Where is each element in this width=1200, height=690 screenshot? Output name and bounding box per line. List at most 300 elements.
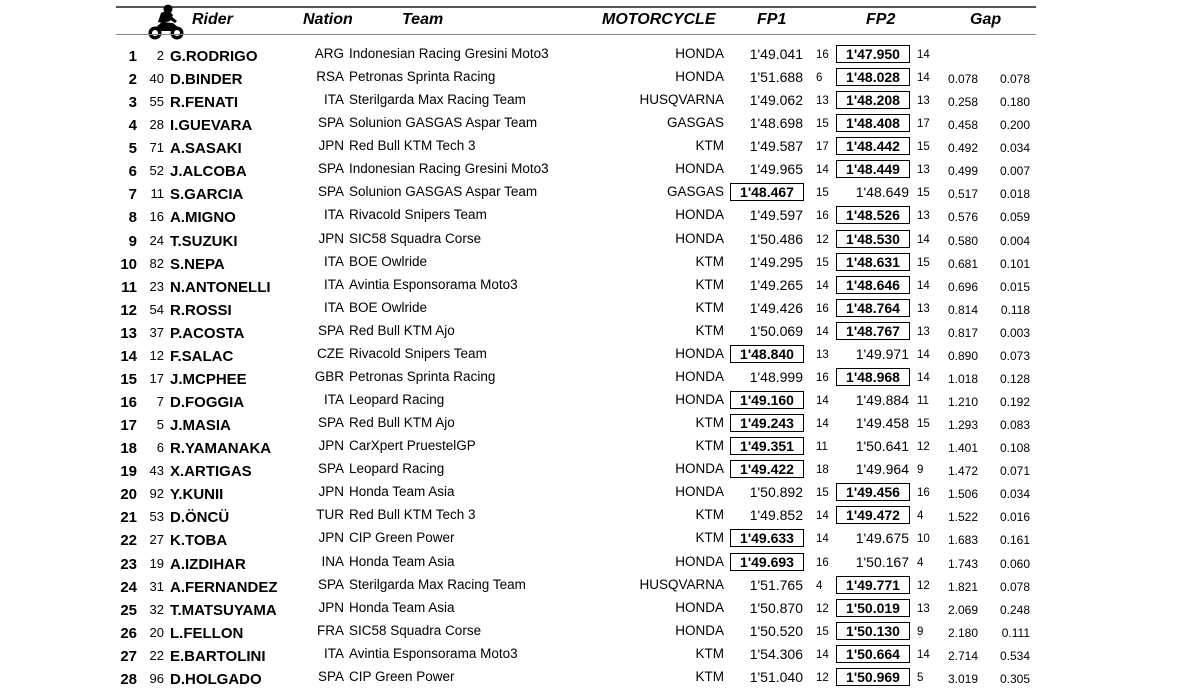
rider-number-cell: 22 — [149, 647, 164, 663]
fp2-lap-cell: 15 — [917, 141, 930, 154]
fp1-lap-cell: 15 — [816, 118, 829, 131]
rider-number-cell: 82 — [149, 255, 164, 271]
rider-number-cell: 17 — [149, 370, 164, 386]
rider-number-cell: 43 — [149, 463, 164, 479]
motorcycle-cell: HONDA — [675, 46, 724, 61]
rider-name-cell: A.MIGNO — [170, 209, 236, 227]
fp2-lap-cell: 14 — [917, 233, 930, 246]
gap-first-cell: 0.258 — [947, 95, 978, 110]
team-cell: Rivacold Snipers Team — [349, 345, 487, 361]
fp1-lap-cell: 14 — [816, 510, 829, 523]
gap-previous-cell: 0.083 — [999, 418, 1030, 433]
motorcycle-cell: HONDA — [675, 461, 724, 477]
fp1-lap-cell: 17 — [816, 141, 829, 154]
gap-previous-cell: 0.078 — [999, 72, 1030, 87]
rider-name-cell: A.FERNANDEZ — [170, 578, 278, 596]
motorcycle-cell: KTM — [695, 276, 724, 292]
motorcycle-cell: KTM — [695, 299, 724, 315]
motorcycle-cell: GASGAS — [666, 184, 724, 200]
rider-name-cell: R.FENATI — [170, 94, 239, 112]
gap-previous-cell: 0.161 — [999, 533, 1030, 548]
fp2-lap-cell: 13 — [917, 95, 930, 108]
position-cell: 18 — [120, 440, 137, 458]
nation-cell: JPN — [318, 138, 344, 154]
rider-number-cell: 54 — [149, 301, 164, 317]
rider-number-cell: 23 — [149, 278, 164, 294]
fp1-lap-cell: 14 — [816, 395, 829, 408]
nation-cell: ITA — [324, 253, 344, 269]
fp1-time-cell: 1'50.870 — [749, 599, 803, 616]
rider-number-cell: 24 — [149, 232, 164, 248]
fp2-time-cell: 1'48.028 — [836, 68, 910, 86]
gap-first-cell: 0.814 — [947, 302, 978, 317]
fp2-lap-cell: 13 — [917, 164, 930, 177]
motorcycle-cell: KTM — [695, 322, 724, 338]
rider-number-cell: 12 — [149, 347, 164, 363]
table-row — [0, 643, 1200, 666]
fp2-lap-cell: 14 — [917, 72, 930, 85]
team-cell: Solunion GASGAS Aspar Team — [349, 115, 538, 131]
motorcycle-cell: HONDA — [675, 484, 724, 500]
rider-number-cell: 7 — [156, 394, 164, 410]
position-cell: 13 — [120, 324, 137, 342]
fp2-time-cell: 1'48.208 — [836, 91, 910, 109]
team-cell: BOE Owlride — [349, 253, 428, 269]
team-cell: Sterilgarda Max Racing Team — [349, 92, 526, 108]
position-cell: 7 — [128, 186, 137, 204]
gap-previous-cell: 0.004 — [999, 233, 1030, 248]
rider-name-cell: J.MASIA — [170, 417, 231, 435]
fp2-time-cell: 1'49.884 — [855, 392, 909, 409]
motorcycle-cell: HONDA — [675, 622, 724, 638]
gap-previous-cell: 0.118 — [1000, 302, 1030, 317]
nation-cell: CZE — [317, 345, 344, 361]
position-cell: 2 — [128, 71, 137, 89]
gap-previous-cell: 0.007 — [999, 164, 1030, 179]
position-cell: 10 — [120, 255, 137, 273]
nation-cell: JPN — [318, 438, 344, 454]
fp1-lap-cell: 14 — [816, 533, 829, 546]
motorcycle-cell: HONDA — [675, 599, 724, 615]
rider-name-cell: J.MCPHEE — [170, 370, 247, 388]
gap-previous-cell: 0.018 — [999, 187, 1030, 202]
position-cell: 9 — [128, 232, 137, 250]
position-cell: 21 — [120, 509, 137, 527]
rider-number-cell: 6 — [156, 440, 164, 456]
fp2-time-cell: 1'48.968 — [836, 368, 910, 386]
fp2-time-cell: 1'50.641 — [855, 438, 909, 455]
table-row — [0, 504, 1200, 527]
table-row — [0, 597, 1200, 620]
team-cell: Petronas Sprinta Racing — [349, 368, 496, 384]
table-row — [0, 320, 1200, 343]
fp2-time-cell: 1'49.456 — [836, 483, 910, 501]
table-row — [0, 66, 1200, 89]
team-cell: Leopard Racing — [349, 461, 445, 477]
fp2-time-cell: 1'48.449 — [836, 160, 910, 178]
fp1-time-cell: 1'49.597 — [749, 207, 803, 224]
fp2-lap-cell: 13 — [917, 325, 930, 338]
rider-name-cell: S.NEPA — [170, 255, 225, 273]
motorcycle-cell: HUSQVARNA — [639, 92, 724, 108]
fp1-time-cell: 1'48.698 — [749, 115, 803, 132]
position-cell: 8 — [128, 209, 137, 227]
gap-previous-cell: 0.073 — [999, 348, 1030, 363]
table-row — [0, 481, 1200, 504]
position-cell: 23 — [120, 555, 137, 573]
header-nation: Nation — [303, 11, 353, 28]
motorcycle-cell: KTM — [695, 645, 724, 661]
motorcycle-cell: HONDA — [675, 392, 724, 408]
motorcycle-cell: HONDA — [675, 345, 724, 361]
fp1-time-cell: 1'48.840 — [730, 345, 804, 363]
fp2-lap-cell: 14 — [917, 348, 930, 361]
gap-first-cell: 1.821 — [947, 579, 978, 594]
nation-cell: JPN — [318, 484, 344, 500]
team-cell: Leopard Racing — [349, 392, 445, 408]
fp1-time-cell: 1'48.467 — [730, 183, 804, 201]
gap-first-cell: 1.506 — [947, 487, 978, 502]
nation-cell: ITA — [324, 299, 344, 315]
team-cell: Honda Team Asia — [349, 484, 455, 500]
fp2-lap-cell: 14 — [917, 49, 930, 61]
nation-cell: SPA — [317, 415, 344, 431]
fp2-time-cell: 1'50.167 — [855, 553, 909, 570]
fp2-time-cell: 1'50.130 — [836, 622, 910, 640]
fp2-time-cell: 1'48.764 — [836, 299, 910, 317]
gap-previous-cell: 0.128 — [999, 371, 1030, 386]
nation-cell: SPA — [317, 461, 344, 477]
fp2-lap-cell: 9 — [917, 625, 924, 638]
fp1-lap-cell: 14 — [816, 325, 829, 338]
rider-name-cell: G.RODRIGO — [170, 48, 258, 65]
table-row — [0, 112, 1200, 135]
gap-previous-cell: 0.015 — [999, 279, 1030, 294]
fp1-time-cell: 1'48.999 — [749, 368, 803, 385]
table-row — [0, 666, 1200, 689]
nation-cell: JPN — [318, 599, 344, 615]
fp1-time-cell: 1'50.892 — [749, 484, 803, 501]
team-cell: SIC58 Squadra Corse — [349, 230, 482, 246]
motorcycle-cell: KTM — [695, 507, 724, 523]
team-cell: Honda Team Asia — [349, 553, 455, 569]
fp1-lap-cell: 15 — [816, 487, 829, 500]
gap-previous-cell: 0.111 — [1001, 625, 1030, 640]
nation-cell: GBR — [314, 368, 344, 384]
rider-number-cell: 92 — [149, 486, 164, 502]
motorcycle-cell: KTM — [695, 668, 724, 684]
gap-previous-cell: 0.078 — [999, 579, 1030, 594]
rider-name-cell: R.ROSSI — [170, 301, 232, 319]
fp1-lap-cell: 12 — [816, 602, 829, 615]
rider-number-cell: 16 — [149, 209, 164, 225]
motorcycle-cell: GASGAS — [666, 115, 724, 131]
team-cell: Honda Team Asia — [349, 599, 455, 615]
rider-number-cell: 55 — [149, 94, 164, 110]
fp2-lap-cell: 13 — [917, 210, 930, 223]
gap-first-cell: 1.683 — [947, 533, 978, 548]
rider-name-cell: N.ANTONELLI — [170, 278, 271, 296]
fp2-lap-cell: 5 — [917, 671, 924, 684]
position-cell: 24 — [120, 578, 137, 596]
gap-first-cell: 1.210 — [947, 395, 978, 410]
fp1-lap-cell: 16 — [816, 302, 829, 315]
fp1-time-cell: 1'49.852 — [749, 507, 803, 524]
gap-first-cell: 0.458 — [947, 118, 978, 133]
table-row — [0, 366, 1200, 389]
gap-first-cell: 1.522 — [947, 510, 978, 525]
fp2-lap-cell: 11 — [917, 395, 929, 408]
gap-previous-cell: 0.003 — [999, 325, 1030, 340]
nation-cell: SPA — [317, 576, 344, 592]
rider-name-cell: A.SASAKI — [170, 140, 242, 158]
fp2-lap-cell: 4 — [917, 556, 924, 569]
motorcycle-cell: KTM — [695, 253, 724, 269]
rider-number-cell: 5 — [156, 417, 164, 433]
team-cell: Red Bull KTM Ajo — [349, 322, 455, 338]
fp1-lap-cell: 16 — [816, 556, 829, 569]
gap-first-cell: 1.401 — [947, 441, 978, 456]
fp1-time-cell: 1'49.351 — [730, 437, 804, 455]
fp1-lap-cell: 15 — [816, 187, 829, 200]
table-row — [0, 274, 1200, 297]
team-cell: CarXpert PruestelGP — [349, 438, 476, 454]
table-row — [0, 574, 1200, 597]
nation-cell: SPA — [317, 115, 344, 131]
gap-first-cell: 0.576 — [947, 210, 978, 225]
fp2-time-cell: 1'48.646 — [836, 276, 910, 294]
gap-previous-cell: 0.108 — [999, 441, 1030, 456]
team-cell: SIC58 Squadra Corse — [349, 622, 482, 638]
header-fp2: FP2 — [866, 11, 896, 28]
gap-first-cell: 0.817 — [947, 325, 978, 340]
gap-first-cell: 3.019 — [947, 671, 978, 686]
rider-name-cell: L.FELLON — [170, 624, 244, 642]
nation-cell: SPA — [317, 668, 344, 684]
fp1-lap-cell: 12 — [816, 671, 829, 684]
table-row — [0, 89, 1200, 112]
position-cell: 15 — [120, 370, 137, 388]
gap-first-cell: 2.180 — [947, 625, 978, 640]
fp2-time-cell: 1'48.649 — [855, 184, 909, 201]
gap-first-cell: 0.517 — [947, 187, 978, 202]
table-row — [0, 551, 1200, 574]
table-row — [0, 251, 1200, 274]
fp2-lap-cell: 16 — [917, 487, 930, 500]
team-cell: Sterilgarda Max Racing Team — [349, 576, 526, 592]
motorcycle-cell: KTM — [695, 415, 724, 431]
fp2-lap-cell: 13 — [917, 302, 930, 315]
gap-previous-cell: 0.248 — [999, 602, 1030, 617]
motorcycle-cell: HONDA — [675, 161, 724, 177]
fp2-time-cell: 1'48.631 — [836, 253, 910, 271]
fp2-lap-cell: 14 — [917, 371, 930, 384]
gap-first-cell: 1.018 — [947, 371, 978, 386]
header-motorcycle: MOTORCYCLE — [602, 11, 716, 28]
rider-name-cell: Y.KUNII — [170, 486, 224, 504]
nation-cell: RSA — [316, 69, 344, 85]
gap-first-cell: 0.492 — [947, 141, 978, 156]
gap-first-cell: 2.714 — [947, 648, 978, 663]
fp2-lap-cell: 12 — [917, 579, 930, 592]
rider-number-cell: 96 — [149, 670, 164, 686]
table-row — [0, 435, 1200, 458]
team-cell: Solunion GASGAS Aspar Team — [349, 184, 538, 200]
rider-name-cell: I.GUEVARA — [170, 117, 253, 135]
fp1-time-cell: 1'49.243 — [730, 414, 804, 432]
position-cell: 25 — [120, 601, 137, 619]
motorcycle-cell: HONDA — [675, 207, 724, 223]
gap-previous-cell: 0.059 — [999, 210, 1030, 225]
rider-number-cell: 19 — [149, 555, 164, 571]
top-rule — [116, 6, 1036, 8]
gap-first-cell: 0.499 — [947, 164, 978, 179]
fp2-time-cell: 1'49.771 — [836, 576, 910, 594]
fp1-time-cell: 1'49.062 — [749, 92, 803, 109]
fp1-time-cell: 1'49.160 — [730, 391, 804, 409]
fp1-lap-cell: 18 — [816, 464, 829, 477]
table-row — [0, 228, 1200, 251]
gap-first-cell: 0.078 — [947, 72, 978, 87]
rider-number-cell: 32 — [149, 601, 164, 617]
gap-first-cell: 1.472 — [947, 464, 978, 479]
gap-previous-cell: 0.180 — [999, 95, 1030, 110]
fp1-lap-cell: 15 — [816, 256, 829, 269]
gap-first-cell: 1.293 — [947, 418, 978, 433]
fp2-time-cell: 1'49.675 — [855, 530, 909, 547]
table-row — [0, 297, 1200, 320]
table-row — [0, 343, 1200, 366]
fp2-lap-cell: 4 — [917, 510, 924, 523]
fp2-lap-cell: 12 — [917, 441, 930, 454]
position-cell: 26 — [120, 624, 137, 642]
gap-previous-cell: 0.071 — [999, 464, 1030, 479]
fp1-lap-cell: 16 — [816, 371, 829, 384]
rider-name-cell: J.ALCOBA — [170, 163, 247, 181]
rider-number-cell: 20 — [149, 624, 164, 640]
fp2-time-cell: 1'50.664 — [836, 645, 910, 663]
table-row — [0, 412, 1200, 435]
team-cell: Red Bull KTM Ajo — [349, 415, 455, 431]
fp1-lap-cell: 14 — [816, 279, 829, 292]
nation-cell: TUR — [316, 507, 344, 523]
rider-name-cell: D.BINDER — [170, 71, 243, 89]
fp1-time-cell: 1'49.587 — [749, 138, 803, 155]
gap-first-cell: 0.580 — [947, 233, 978, 248]
position-cell: 20 — [120, 486, 137, 504]
team-cell: CIP Green Power — [349, 668, 455, 684]
gap-first-cell: 0.890 — [947, 348, 978, 363]
fp2-time-cell: 1'48.526 — [836, 206, 910, 224]
motorcycle-cell: KTM — [695, 530, 724, 546]
team-cell: Avintia Esponsorama Moto3 — [349, 276, 518, 292]
position-cell: 3 — [128, 94, 137, 112]
table-row — [0, 158, 1200, 181]
fp1-time-cell: 1'51.688 — [749, 69, 803, 86]
position-cell: 16 — [120, 394, 137, 412]
nation-cell: ITA — [324, 207, 344, 223]
rider-number-cell: 2 — [156, 48, 164, 63]
fp1-time-cell: 1'51.765 — [749, 576, 803, 593]
nation-cell: JPN — [318, 230, 344, 246]
gap-previous-cell: 0.034 — [999, 141, 1030, 156]
rider-name-cell: T.SUZUKI — [170, 232, 238, 250]
motorcycle-cell: KTM — [695, 138, 724, 154]
motorcycle-cell: HONDA — [675, 69, 724, 85]
fp2-lap-cell: 14 — [917, 648, 930, 661]
fp2-time-cell: 1'48.408 — [836, 114, 910, 132]
fp2-lap-cell: 15 — [917, 187, 930, 200]
rider-number-cell: 27 — [149, 532, 164, 548]
fp2-lap-cell: 15 — [917, 256, 930, 269]
gap-previous-cell: 0.016 — [999, 510, 1030, 525]
motorcycle-cell: HONDA — [675, 230, 724, 246]
rider-name-cell: R.YAMANAKA — [170, 440, 272, 458]
gap-previous-cell: 0.101 — [999, 256, 1030, 271]
nation-cell: SPA — [317, 161, 344, 177]
rider-name-cell: S.GARCIA — [170, 186, 244, 204]
fp1-time-cell: 1'54.306 — [749, 645, 803, 662]
fp1-lap-cell: 12 — [816, 233, 829, 246]
rider-name-cell: D.FOGGIA — [170, 394, 245, 412]
fp1-time-cell: 1'49.422 — [730, 460, 804, 478]
fp1-lap-cell: 13 — [816, 348, 829, 361]
position-cell: 1 — [128, 48, 137, 65]
nation-cell: FRA — [317, 622, 344, 638]
fp1-time-cell: 1'49.426 — [749, 299, 803, 316]
rider-name-cell: P.ACOSTA — [170, 324, 245, 342]
fp1-time-cell: 1'50.520 — [749, 622, 803, 639]
team-cell: Rivacold Snipers Team — [349, 207, 487, 223]
fp2-lap-cell: 14 — [917, 279, 930, 292]
position-cell: 6 — [128, 163, 137, 181]
fp2-time-cell: 1'48.767 — [836, 322, 910, 340]
fp1-lap-cell: 11 — [816, 441, 828, 454]
position-cell: 14 — [120, 347, 137, 365]
table-row — [0, 181, 1200, 204]
fp1-time-cell: 1'49.965 — [749, 161, 803, 178]
team-cell: BOE Owlride — [349, 299, 428, 315]
table-row — [0, 389, 1200, 412]
fp1-lap-cell: 14 — [816, 648, 829, 661]
team-cell: CIP Green Power — [349, 530, 455, 546]
motorcycle-rider-icon — [146, 2, 186, 42]
fp2-time-cell: 1'50.969 — [836, 668, 910, 686]
motorcycle-cell: HUSQVARNA — [639, 576, 724, 592]
nation-cell: SPA — [317, 322, 344, 338]
rider-number-cell: 31 — [149, 578, 164, 594]
position-cell: 22 — [120, 532, 137, 550]
fp2-time-cell: 1'47.950 — [836, 45, 910, 63]
motorcycle-cell: KTM — [695, 438, 724, 454]
rider-number-cell: 71 — [149, 140, 164, 156]
nation-cell: ITA — [324, 276, 344, 292]
table-row — [0, 458, 1200, 481]
fp1-lap-cell: 13 — [816, 95, 829, 108]
table-row — [0, 527, 1200, 550]
position-cell: 5 — [128, 140, 137, 158]
gap-previous-cell: 0.034 — [999, 487, 1030, 502]
nation-cell: ITA — [324, 392, 344, 408]
fp1-time-cell: 1'50.486 — [749, 230, 803, 247]
team-cell: Indonesian Racing Gresini Moto3 — [349, 46, 549, 61]
team-cell: Avintia Esponsorama Moto3 — [349, 645, 518, 661]
fp2-lap-cell: 17 — [917, 118, 930, 131]
rider-name-cell: K.TOBA — [170, 532, 228, 550]
gap-first-cell: 2.069 — [947, 602, 978, 617]
header-rider: Rider — [192, 11, 233, 28]
fp1-lap-cell: 14 — [816, 164, 829, 177]
